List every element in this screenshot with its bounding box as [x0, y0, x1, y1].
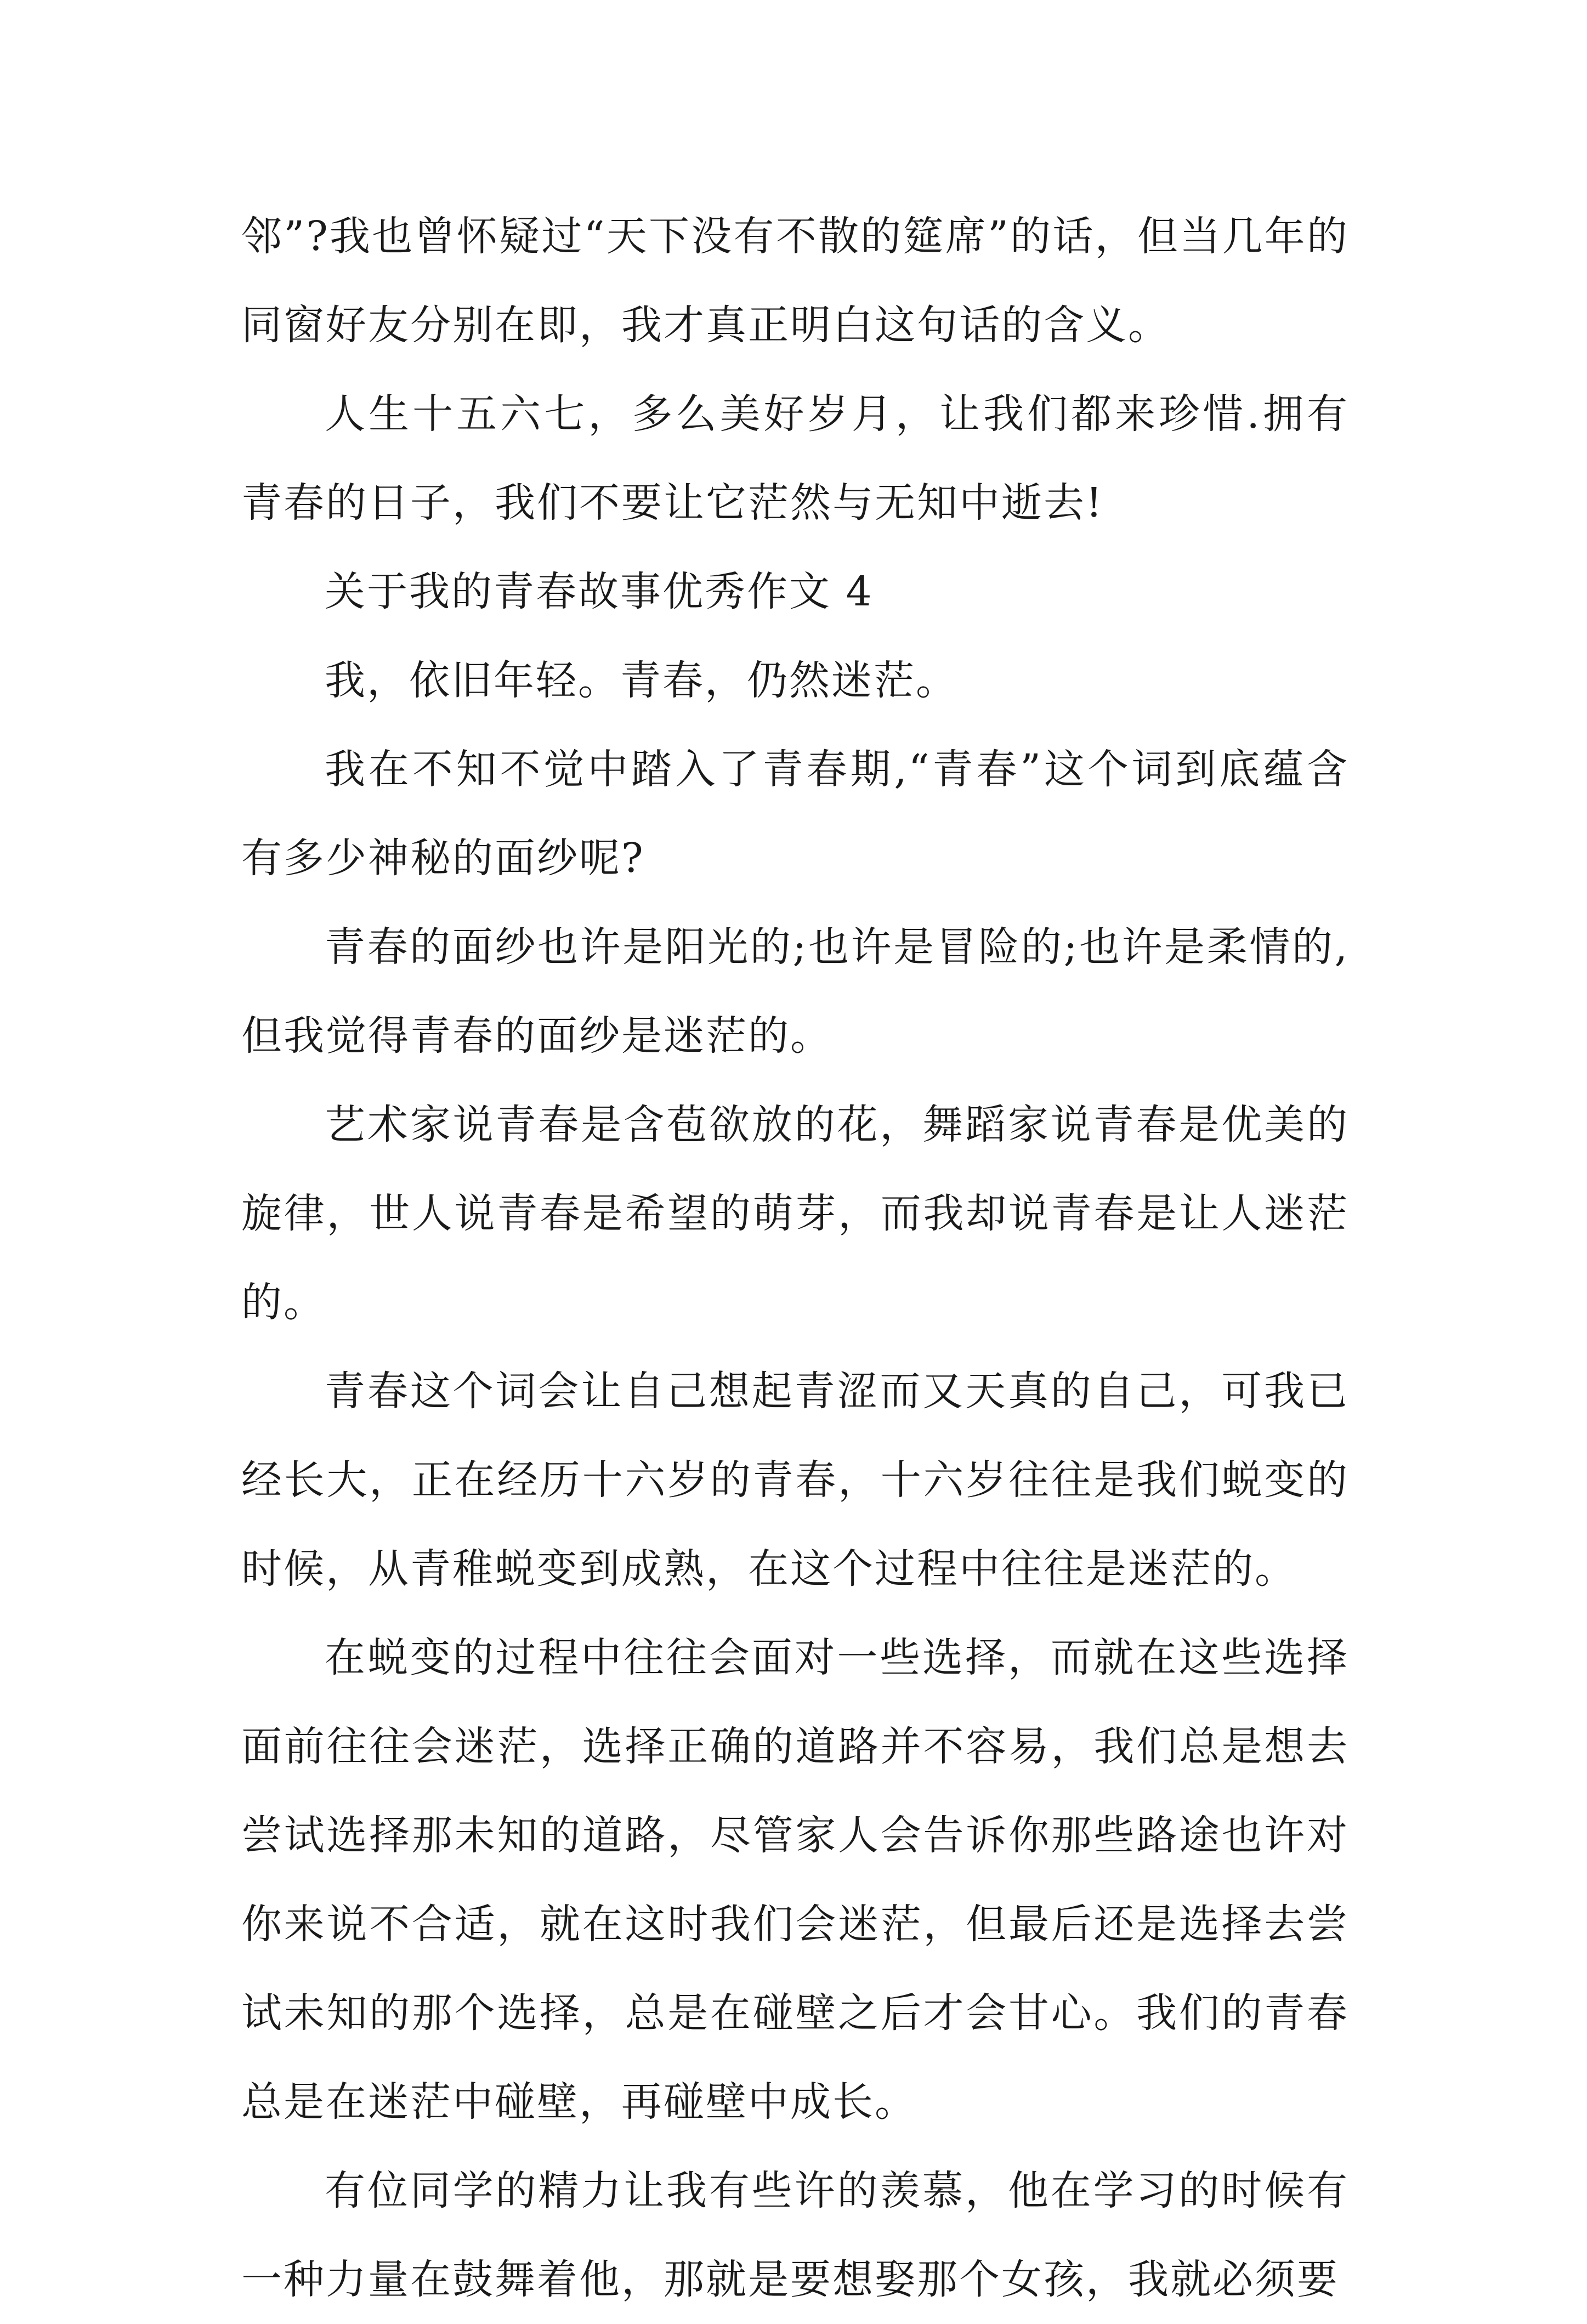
paragraph: 我在不知不觉中踏入了青春期,“青春”这个词到底蕴含有多少神秘的面纱呢?: [241, 746, 1349, 882]
paragraph: 艺术家说青春是含苞欲放的花，舞蹈家说青春是优美的旋律，世人说青春是希望的萌芽，而我却说青春是让人迷茫的。: [241, 1101, 1349, 1326]
paragraph: 在蜕变的过程中往往会面对一些选择，而就在这些选择面前往往会迷茫，选择正确的道路并不容易，我们总是想去尝试选择那未知的道路，尽管家人会告诉你那些路途也许对你来说不合适，就在这时我们会迷茫，但最后还是选择去尝试未知的那个选择，总是在碰壁之后才会甘心。我们的青春总是在迷茫中碰壁，再碰壁中成长。: [241, 1634, 1349, 2125]
paragraph-continuation: 邻”?我也曾怀疑过“天下没有不散的筵席”的话，但当几年的同窗好友分别在即，我才真正明白这句话的含义。: [241, 213, 1349, 349]
section-heading: 关于我的青春故事优秀作文 4: [325, 568, 874, 615]
paragraph: 青春这个词会让自己想起青涩而又天真的自己，可我已经长大，正在经历十六岁的青春，十六岁往往是我们蜕变的时候，从青稚蜕变到成熟，在这个过程中往往是迷茫的。: [241, 1368, 1349, 1592]
paragraph: 青春的面纱也许是阳光的;也许是冒险的;也许是柔情的,但我觉得青春的面纱是迷茫的。: [241, 923, 1349, 1059]
document-body: [241, 192, 1349, 2324]
paragraph: 我，依旧年轻。青春，仍然迷茫。: [325, 657, 958, 704]
paragraph: 有位同学的精力让我有些许的羡慕，他在学习的时候有一种力量在鼓舞着他，那就是要想娶那个女孩，我就必须要: [241, 2167, 1349, 2303]
paragraph: 人生十五六七，多么美好岁月，让我们都来珍惜.拥有青春的日子，我们不要让它茫然与无知中逝去!: [241, 390, 1349, 526]
